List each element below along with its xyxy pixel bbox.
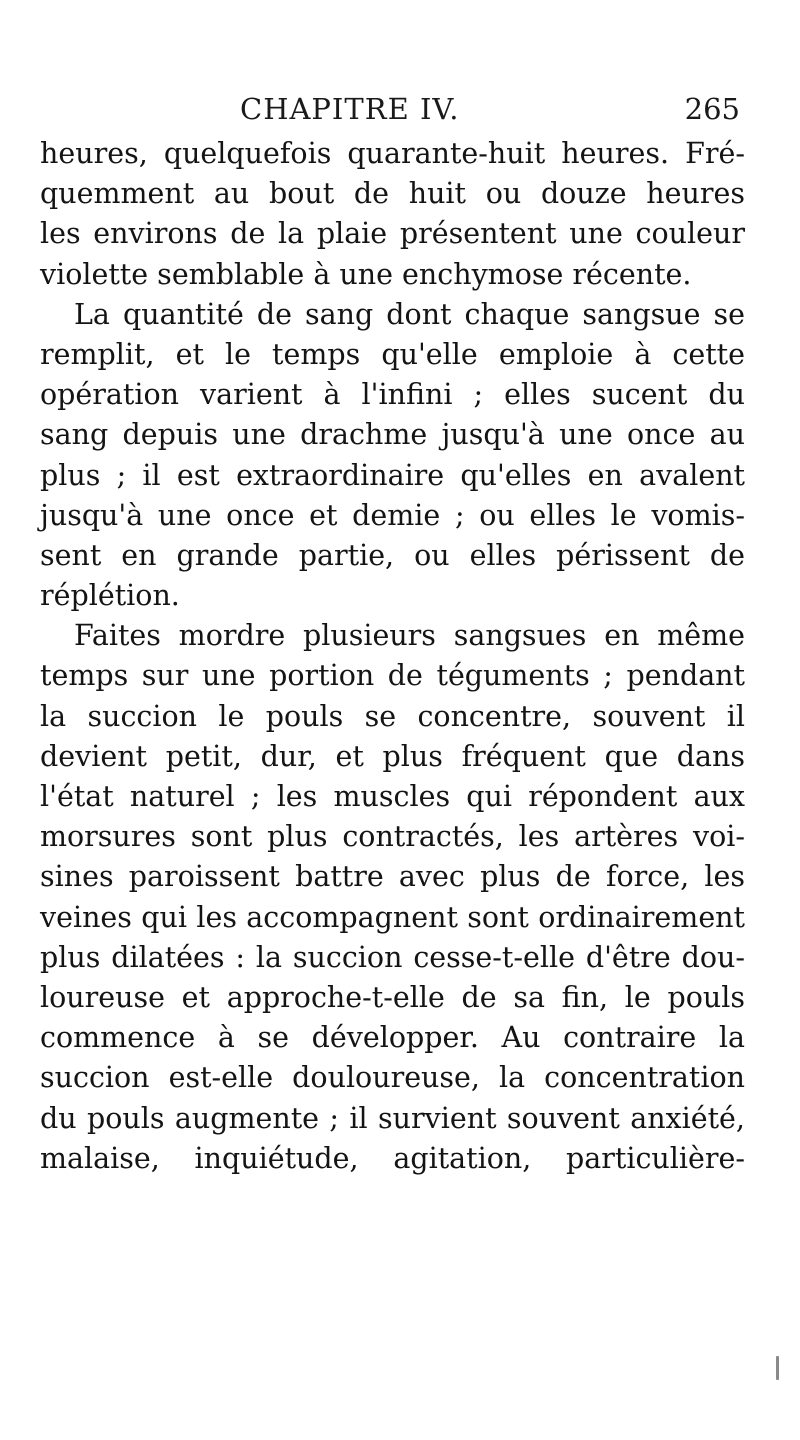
text-line: la succion le pouls se concentre, souvent il — [40, 699, 745, 733]
text-line: l'état naturel ; les muscles qui répondent aux — [40, 780, 745, 813]
text-line: devient petit, dur, et plus fréquent que dans — [40, 739, 745, 773]
text-line: plus dilatées : la succion cesse-t-elle d'être dou- — [40, 940, 745, 974]
text-line: opération varient à l'infini ; elles sucent du — [40, 378, 745, 412]
text-line: jusqu'à une once et demie ; ou elles le vomis- — [40, 498, 745, 532]
text-line: succion est-elle douloureuse, la concentration — [40, 1061, 745, 1095]
text-line: veines qui les accompagnent sont ordinairement — [40, 900, 745, 934]
page-number: 265 — [684, 92, 740, 126]
text-line: remplit, et le temps qu'elle emploie à cette — [40, 337, 745, 371]
text-line: Faites mordre plusieurs sangsues en même — [74, 619, 745, 653]
text-line: malaise, inquiétude, agitation, particulière- — [40, 1141, 745, 1175]
body-text — [40, 134, 745, 1179]
text-line: sines paroissent battre avec plus de force, les — [40, 860, 745, 894]
ink-speck — [776, 1356, 779, 1380]
text-line: sent en grande partie, ou elles périssent de — [40, 538, 745, 572]
text-line: La quantité de sang dont chaque sangsue se — [74, 297, 745, 331]
text-line: commence à se développer. Au contraire la — [40, 1021, 745, 1055]
text-line: temps sur une portion de téguments ; pendant — [40, 659, 745, 693]
text-line: quemment au bout de huit ou douze heures — [40, 177, 745, 211]
text-line: heures, quelquefois quarante-huit heures. Fré- — [40, 137, 745, 170]
text-line: réplétion. — [40, 579, 180, 613]
running-title: CHAPITRE IV. — [240, 92, 460, 126]
page-header — [40, 92, 740, 132]
text-line: morsures sont plus contractés, les artères voi- — [40, 820, 745, 854]
text-line: loureuse et approche-t-elle de sa fin, le pouls — [40, 980, 745, 1014]
text-line: les environs de la plaie présentent une couleur — [40, 217, 745, 251]
text-line: violette semblable à une enchymose récente. — [40, 257, 692, 291]
text-line: sang depuis une drachme jusqu'à une once au — [40, 418, 745, 452]
text-line: du pouls augmente ; il survient souvent anxiété, — [40, 1101, 745, 1135]
text-line: plus ; il est extraordinaire qu'elles en avalent — [40, 458, 745, 492]
